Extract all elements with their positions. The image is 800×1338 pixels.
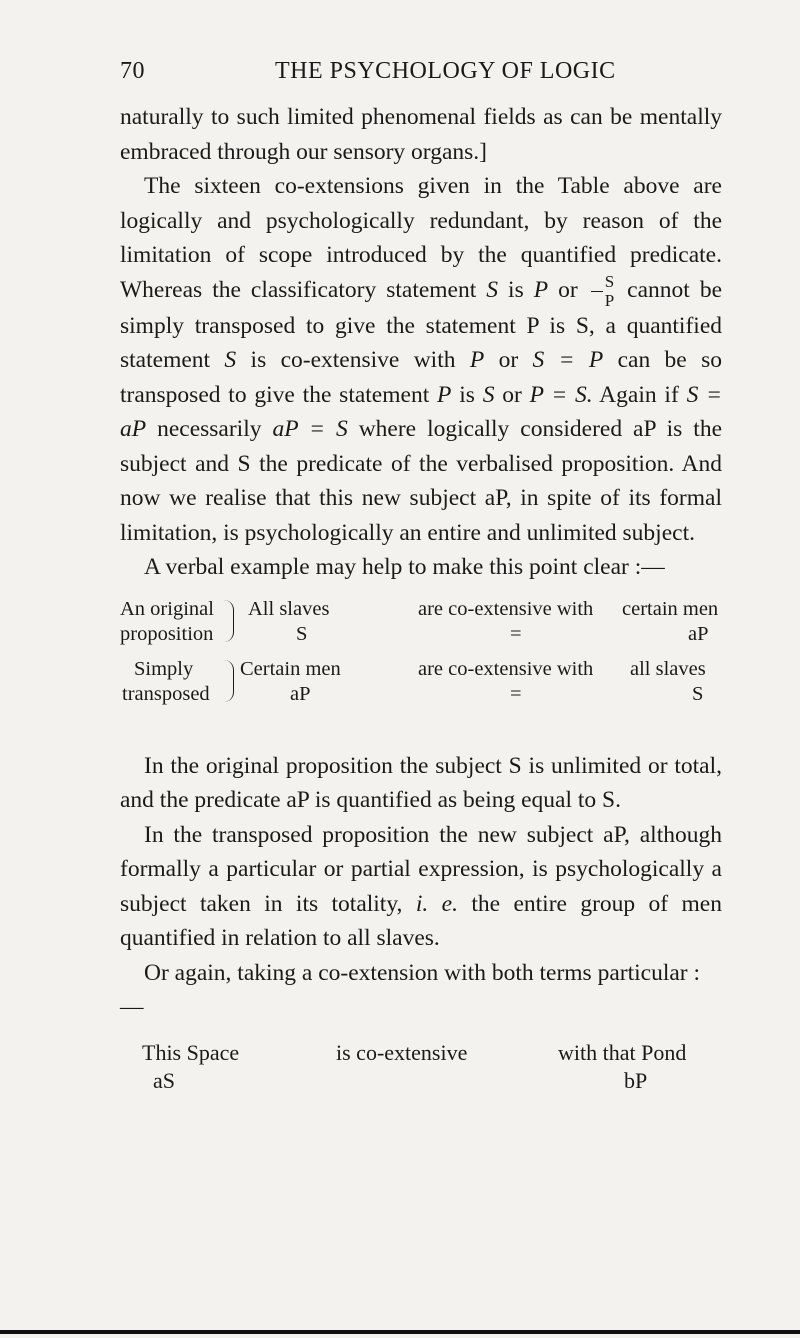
example-relation: are co-extensive with — [418, 657, 594, 680]
paragraph-4: In the original proposition the subject S is unlimited or total, and the predicate aP is quantified as being equal to S. — [120, 752, 722, 814]
example-relation: is co-extensive — [336, 1039, 468, 1065]
example-row — [120, 682, 722, 707]
paragraph-2 — [120, 169, 722, 550]
page-number: 70 — [120, 58, 145, 84]
fraction-numerator: S — [604, 271, 615, 291]
example-subject: aP — [290, 682, 311, 705]
p2-text: or — [494, 381, 530, 408]
p2-equation: S = P — [532, 347, 604, 374]
paragraph-3: A verbal example may help to make this point clear :— — [144, 554, 665, 581]
example-predicate: bP — [624, 1067, 648, 1093]
p2-text: or — [548, 276, 578, 303]
p2-text: Again if — [592, 381, 687, 408]
example-predicate: aP — [688, 622, 709, 645]
example-subject: aS — [153, 1067, 175, 1093]
example-relation: = — [510, 622, 522, 645]
fraction-bar — [591, 291, 603, 292]
example-row — [120, 657, 722, 682]
example-predicate: S — [692, 682, 704, 705]
example-row — [120, 597, 722, 622]
example-row — [120, 1067, 722, 1092]
brace-original — [223, 600, 234, 642]
example-subject: Certain men — [240, 657, 341, 680]
example-predicate: with that Pond — [558, 1039, 687, 1065]
paragraph-5 — [120, 818, 722, 956]
p2-symbol: S — [482, 381, 495, 408]
p2-symbol: P — [469, 347, 485, 374]
example-label: An original — [120, 597, 214, 620]
p2-equation: aP = S — [272, 416, 348, 443]
p2-symbol: S — [486, 276, 499, 303]
paragraph-1: naturally to such limited phenomenal fields as can be mentally embraced through our sensory organs.] — [120, 104, 722, 165]
page-header — [120, 58, 720, 92]
p5-text-2: the entire group of men quantified in relation to all slaves. — [120, 890, 722, 952]
brace-transposed — [223, 660, 234, 702]
p2-symbol: P — [437, 381, 452, 408]
p2-text: or — [484, 347, 533, 374]
example-predicate: all slaves — [630, 657, 706, 680]
example-relation: are co-extensive with — [418, 597, 594, 620]
fraction-denominator: P — [604, 290, 615, 310]
example-row — [120, 1039, 722, 1064]
page-edge-rule — [0, 1330, 800, 1334]
p5-abbreviation: i. e. — [415, 890, 458, 917]
p5-text-1: In the transposed proposition the new subject aP, although formally a particular or partial expression, is psychologically a subject taken in its totality, — [120, 821, 722, 917]
p2-text: is co-extensive with — [236, 347, 470, 374]
example-subject: S — [296, 622, 308, 645]
example-subject: This Space — [142, 1039, 240, 1065]
p2-equation: S = aP — [120, 381, 722, 443]
p2-symbol: P — [533, 276, 549, 303]
fraction-s-over-p — [581, 271, 615, 310]
example-row — [120, 622, 722, 647]
p2-text-3: can be so transposed to give the statement — [120, 347, 722, 408]
p2-text: is — [498, 276, 534, 303]
p2-text-4: where logically considered aP is the subject and S the predicate of the verbalised proposition. And now we realise that this new subject aP, in spite of its formal limitation, is psychologically an entire and unlimited subject. — [120, 416, 723, 546]
example-table-1 — [120, 597, 722, 749]
p2-text-1: The sixteen co-extensions given in the Table above are logically and psychologically redundant, by reason of the limitation of scope introduced by the quantified predicate. Whereas the classificatory statement — [120, 173, 722, 303]
example-table-2 — [120, 1039, 722, 1101]
p2-equation: P = S. — [529, 381, 593, 408]
p2-text-2: cannot be simply transposed to give the statement P is S, a quantified statement — [120, 276, 722, 374]
paragraph-6: Or again, taking a co-extension with both terms particular :— — [120, 959, 701, 1021]
running-head: THE PSYCHOLOGY OF LOGIC — [275, 58, 616, 84]
example-subject: All slaves — [248, 597, 330, 620]
example-predicate: certain men — [622, 597, 719, 620]
p2-symbol: S — [224, 347, 237, 374]
p2-text: is — [451, 381, 483, 408]
p2-text: necessarily — [146, 416, 273, 443]
example-relation: = — [510, 682, 522, 705]
example-label: Simply — [134, 657, 194, 680]
example-label: transposed — [122, 682, 210, 705]
body-text — [120, 100, 722, 1101]
example-label: proposition — [120, 622, 214, 645]
